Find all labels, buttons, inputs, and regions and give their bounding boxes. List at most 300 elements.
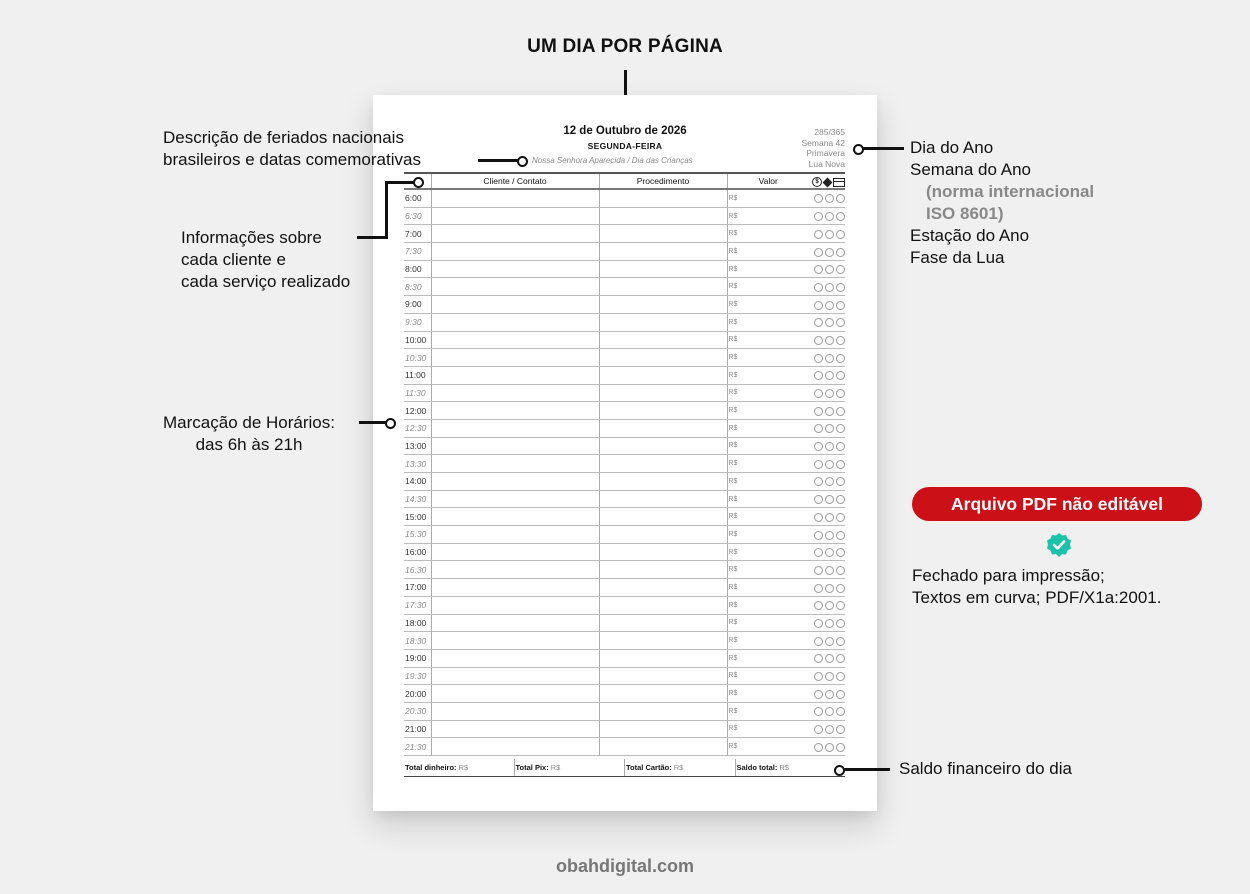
- client-cell[interactable]: [431, 543, 599, 561]
- card-checkbox[interactable]: [836, 672, 845, 681]
- client-cell[interactable]: [431, 207, 599, 225]
- total-cell[interactable]: [514, 759, 625, 776]
- pix-checkbox[interactable]: [825, 601, 834, 610]
- print-info-line1: Fechado para impressão;: [912, 566, 1105, 585]
- payment-checkboxes: [809, 296, 845, 314]
- client-cell[interactable]: [431, 490, 599, 508]
- time-slot: 21:00: [404, 720, 431, 738]
- meta-connector: [863, 147, 904, 150]
- pix-checkbox[interactable]: [825, 371, 834, 380]
- value-cell[interactable]: R$: [727, 278, 809, 296]
- client-cell[interactable]: [431, 738, 599, 756]
- card-checkbox[interactable]: [836, 601, 845, 610]
- card-icon: [833, 178, 845, 187]
- pix-checkbox[interactable]: [825, 690, 834, 699]
- procedure-cell[interactable]: [599, 685, 727, 703]
- client-cell[interactable]: [431, 349, 599, 367]
- total-currency: R$: [458, 763, 469, 772]
- pix-checkbox[interactable]: [825, 265, 834, 274]
- pix-checkbox[interactable]: [825, 654, 834, 663]
- procedure-cell[interactable]: [599, 437, 727, 455]
- procedure-cell[interactable]: [599, 561, 727, 579]
- cash-checkbox[interactable]: [814, 336, 823, 345]
- client-cell[interactable]: [431, 508, 599, 526]
- client-info-connector-v: [385, 181, 388, 239]
- value-cell[interactable]: R$: [727, 349, 809, 367]
- schedule-row: [404, 667, 845, 685]
- pix-checkbox[interactable]: [825, 707, 834, 716]
- client-cell[interactable]: [431, 596, 599, 614]
- payment-checkboxes: [809, 243, 845, 261]
- page-heading: UM DIA POR PÁGINA: [527, 36, 723, 57]
- value-cell[interactable]: R$: [727, 296, 809, 314]
- cash-checkbox[interactable]: [814, 690, 823, 699]
- payment-checkboxes: [809, 632, 845, 650]
- holidays-annotation-line1: Descrição de feriados nacionais: [163, 128, 404, 147]
- non-editable-pdf-badge: Arquivo PDF não editável: [912, 487, 1202, 521]
- totals-row: [404, 759, 845, 777]
- moon-phase: Lua Nova: [808, 158, 845, 169]
- cash-checkbox[interactable]: [814, 725, 823, 734]
- time-slot: 7:30: [404, 243, 431, 261]
- procedure-cell[interactable]: [599, 225, 727, 243]
- value-cell[interactable]: R$: [727, 189, 809, 207]
- pix-checkbox[interactable]: [825, 407, 834, 416]
- client-cell[interactable]: [431, 278, 599, 296]
- card-checkbox[interactable]: [836, 265, 845, 274]
- pix-checkbox[interactable]: [825, 212, 834, 221]
- payment-checkboxes: [809, 685, 845, 703]
- client-cell[interactable]: [431, 667, 599, 685]
- time-slot: 6:30: [404, 207, 431, 225]
- pix-checkbox[interactable]: [825, 194, 834, 203]
- client-cell[interactable]: [431, 437, 599, 455]
- card-checkbox[interactable]: [836, 230, 845, 239]
- schedule-annotation: [143, 412, 355, 456]
- planner-holiday: Nossa Senhora Aparecida / Dia das Crianças: [532, 156, 693, 165]
- payment-checkboxes: [809, 473, 845, 491]
- procedure-cell[interactable]: [599, 207, 727, 225]
- card-checkbox[interactable]: [836, 212, 845, 221]
- payment-checkboxes: [809, 667, 845, 685]
- client-cell[interactable]: [431, 632, 599, 650]
- client-cell[interactable]: [431, 313, 599, 331]
- client-cell[interactable]: [431, 614, 599, 632]
- schedule-row: [404, 649, 845, 667]
- schedule-annotation-line1: Marcação de Horários:: [163, 413, 335, 432]
- client-info-connector-h1: [357, 236, 387, 239]
- payment-checkboxes: [809, 419, 845, 437]
- time-slot: 10:30: [404, 349, 431, 367]
- schedule-row: [404, 596, 845, 614]
- schedule-annotation-line2: das 6h às 21h: [195, 435, 303, 454]
- value-cell[interactable]: R$: [727, 543, 809, 561]
- card-checkbox[interactable]: [836, 248, 845, 257]
- planner-date: 12 de Outubro de 2026: [563, 125, 687, 137]
- holidays-connector: [478, 159, 520, 162]
- payment-checkboxes: [809, 402, 845, 420]
- total-label: Total Cartão:: [626, 763, 672, 772]
- card-checkbox[interactable]: [836, 371, 845, 380]
- client-cell[interactable]: [431, 243, 599, 261]
- card-checkbox[interactable]: [836, 283, 845, 292]
- time-slot: 8:30: [404, 278, 431, 296]
- client-cell[interactable]: [431, 685, 599, 703]
- card-checkbox[interactable]: [836, 460, 845, 469]
- value-cell[interactable]: R$: [727, 702, 809, 720]
- procedure-cell[interactable]: [599, 579, 727, 597]
- pix-checkbox[interactable]: [825, 725, 834, 734]
- cash-checkbox[interactable]: [814, 637, 823, 646]
- schedule-row: [404, 685, 845, 703]
- procedure-cell[interactable]: [599, 189, 727, 207]
- pix-checkbox[interactable]: [825, 548, 834, 557]
- cash-checkbox[interactable]: [814, 531, 823, 540]
- pix-checkbox[interactable]: [825, 495, 834, 504]
- pix-checkbox[interactable]: [825, 230, 834, 239]
- payment-checkboxes: [809, 313, 845, 331]
- total-currency: R$: [673, 763, 684, 772]
- pix-checkbox[interactable]: [825, 566, 834, 575]
- cash-checkbox[interactable]: [814, 265, 823, 274]
- cash-checkbox[interactable]: [814, 212, 823, 221]
- card-checkbox[interactable]: [836, 690, 845, 699]
- value-cell[interactable]: R$: [727, 260, 809, 278]
- client-cell[interactable]: [431, 331, 599, 349]
- procedure-cell[interactable]: [599, 526, 727, 544]
- schedule-row: [404, 331, 845, 349]
- value-cell[interactable]: R$: [727, 419, 809, 437]
- cash-checkbox[interactable]: [814, 672, 823, 681]
- pix-checkbox[interactable]: [825, 513, 834, 522]
- schedule-row: [404, 579, 845, 597]
- procedure-cell[interactable]: [599, 667, 727, 685]
- procedure-cell[interactable]: [599, 313, 727, 331]
- footer-url[interactable]: obahdigital.com: [555, 856, 694, 876]
- time-slot: 14:30: [404, 490, 431, 508]
- card-checkbox[interactable]: [836, 495, 845, 504]
- cash-checkbox[interactable]: [814, 248, 823, 257]
- schedule-row: [404, 543, 845, 561]
- verified-check-icon: [1046, 532, 1072, 558]
- pix-checkbox[interactable]: [825, 442, 834, 451]
- schedule-row: [404, 419, 845, 437]
- payment-checkboxes: [809, 508, 845, 526]
- card-checkbox[interactable]: [836, 513, 845, 522]
- value-cell[interactable]: R$: [727, 243, 809, 261]
- value-cell[interactable]: R$: [727, 632, 809, 650]
- procedure-cell[interactable]: [599, 738, 727, 756]
- schedule-row: [404, 260, 845, 278]
- pix-checkbox[interactable]: [825, 283, 834, 292]
- schedule-row: [404, 313, 845, 331]
- cash-checkbox[interactable]: [814, 584, 823, 593]
- pix-checkbox[interactable]: [825, 477, 834, 486]
- procedure-cell[interactable]: [599, 349, 727, 367]
- procedure-cell[interactable]: [599, 296, 727, 314]
- procedure-cell[interactable]: [599, 402, 727, 420]
- pix-checkbox[interactable]: [825, 460, 834, 469]
- time-slot: 18:30: [404, 632, 431, 650]
- value-cell[interactable]: R$: [727, 455, 809, 473]
- card-checkbox[interactable]: [836, 318, 845, 327]
- pix-checkbox[interactable]: [825, 584, 834, 593]
- client-cell[interactable]: [431, 561, 599, 579]
- client-cell[interactable]: [431, 225, 599, 243]
- card-checkbox[interactable]: [836, 407, 845, 416]
- time-slot: 9:00: [404, 296, 431, 314]
- total-label: Total Pix:: [515, 763, 549, 772]
- value-cell[interactable]: R$: [727, 331, 809, 349]
- schedule-row: [404, 225, 845, 243]
- total-cell[interactable]: [735, 759, 846, 776]
- card-checkbox[interactable]: [836, 743, 845, 752]
- total-label: Total dinheiro:: [405, 763, 457, 772]
- cash-checkbox[interactable]: [814, 230, 823, 239]
- pix-checkbox[interactable]: [825, 743, 834, 752]
- time-slot: 16:00: [404, 543, 431, 561]
- value-cell[interactable]: R$: [727, 207, 809, 225]
- procedure-cell[interactable]: [599, 473, 727, 491]
- value-cell[interactable]: R$: [727, 473, 809, 491]
- value-cell[interactable]: R$: [727, 366, 809, 384]
- value-cell[interactable]: R$: [727, 508, 809, 526]
- meta-moon: Fase da Lua: [910, 248, 1005, 267]
- client-cell[interactable]: [431, 384, 599, 402]
- value-cell[interactable]: R$: [727, 738, 809, 756]
- payment-checkboxes: [809, 649, 845, 667]
- client-cell[interactable]: [431, 579, 599, 597]
- procedure-cell[interactable]: [599, 243, 727, 261]
- cash-checkbox[interactable]: [814, 407, 823, 416]
- time-slot: 13:30: [404, 455, 431, 473]
- card-checkbox[interactable]: [836, 619, 845, 628]
- cash-checkbox[interactable]: [814, 654, 823, 663]
- payment-checkboxes: [809, 278, 845, 296]
- payment-checkboxes: [809, 189, 845, 207]
- planner-weekday: SEGUNDA-FEIRA: [587, 141, 663, 151]
- payment-checkboxes: [809, 596, 845, 614]
- pix-checkbox[interactable]: [825, 637, 834, 646]
- time-slot: 16:30: [404, 561, 431, 579]
- day-of-year: 285/365: [814, 127, 845, 137]
- pix-checkbox[interactable]: [825, 619, 834, 628]
- procedure-cell[interactable]: [599, 614, 727, 632]
- value-cell[interactable]: R$: [727, 225, 809, 243]
- week-number: Semana 42: [801, 137, 845, 148]
- card-checkbox[interactable]: [836, 301, 845, 310]
- card-checkbox[interactable]: [836, 477, 845, 486]
- procedure-cell[interactable]: [599, 331, 727, 349]
- client-info-line1: Informações sobre: [181, 228, 322, 247]
- procedure-cell[interactable]: [599, 720, 727, 738]
- balance-annotation: Saldo financeiro do dia: [899, 759, 1072, 778]
- pix-icon: [823, 177, 833, 187]
- cash-checkbox[interactable]: [814, 566, 823, 575]
- payment-checkboxes: [809, 384, 845, 402]
- procedure-cell[interactable]: [599, 260, 727, 278]
- card-checkbox[interactable]: [836, 584, 845, 593]
- cash-checkbox[interactable]: [814, 601, 823, 610]
- client-cell[interactable]: [431, 419, 599, 437]
- total-currency: R$: [779, 763, 789, 772]
- procedure-cell[interactable]: [599, 649, 727, 667]
- procedure-cell[interactable]: [599, 384, 727, 402]
- schedule-row: [404, 402, 845, 420]
- time-slot: 11:00: [404, 366, 431, 384]
- cash-checkbox[interactable]: [814, 548, 823, 557]
- time-slot: 10:00: [404, 331, 431, 349]
- schedule-header: [404, 173, 845, 189]
- cash-checkbox[interactable]: [814, 371, 823, 380]
- time-slot: 11:30: [404, 384, 431, 402]
- procedure-cell[interactable]: [599, 508, 727, 526]
- procedure-cell[interactable]: [599, 419, 727, 437]
- pix-checkbox[interactable]: [825, 248, 834, 257]
- payment-checkboxes: [809, 579, 845, 597]
- meta-season: Estação do Ano: [910, 226, 1030, 245]
- value-cell[interactable]: R$: [727, 667, 809, 685]
- client-cell[interactable]: [431, 296, 599, 314]
- payment-checkboxes: [809, 543, 845, 561]
- holidays-annotation: [163, 127, 421, 171]
- cash-checkbox[interactable]: [814, 442, 823, 451]
- schedule-row: [404, 720, 845, 738]
- procedure-cell[interactable]: [599, 490, 727, 508]
- payment-checkboxes: [809, 260, 845, 278]
- card-checkbox[interactable]: [836, 566, 845, 575]
- schedule-row: [404, 473, 845, 491]
- value-cell[interactable]: R$: [727, 649, 809, 667]
- planner-meta: [802, 127, 845, 169]
- card-checkbox[interactable]: [836, 548, 845, 557]
- time-slot: 18:00: [404, 614, 431, 632]
- pix-checkbox[interactable]: [825, 354, 834, 363]
- time-slot: 9:30: [404, 313, 431, 331]
- card-checkbox[interactable]: [836, 336, 845, 345]
- value-cell[interactable]: R$: [727, 614, 809, 632]
- procedure-cell[interactable]: [599, 596, 727, 614]
- pix-checkbox[interactable]: [825, 672, 834, 681]
- schedule-row: [404, 614, 845, 632]
- cash-checkbox[interactable]: [814, 619, 823, 628]
- value-cell[interactable]: R$: [727, 490, 809, 508]
- pix-checkbox[interactable]: [825, 336, 834, 345]
- client-cell[interactable]: [431, 720, 599, 738]
- value-cell[interactable]: R$: [727, 402, 809, 420]
- client-cell[interactable]: [431, 402, 599, 420]
- card-checkbox[interactable]: [836, 389, 845, 398]
- card-checkbox[interactable]: [836, 354, 845, 363]
- client-cell[interactable]: [431, 260, 599, 278]
- cash-checkbox[interactable]: [814, 495, 823, 504]
- schedule-row: [404, 702, 845, 720]
- card-checkbox[interactable]: [836, 194, 845, 203]
- pix-checkbox[interactable]: [825, 318, 834, 327]
- value-cell[interactable]: R$: [727, 561, 809, 579]
- cash-checkbox[interactable]: [814, 513, 823, 522]
- client-cell[interactable]: [431, 473, 599, 491]
- cash-checkbox[interactable]: [814, 743, 823, 752]
- time-slot: 20:30: [404, 702, 431, 720]
- value-cell[interactable]: R$: [727, 720, 809, 738]
- schedule-row: [404, 278, 845, 296]
- cash-checkbox[interactable]: [814, 354, 823, 363]
- procedure-cell[interactable]: [599, 455, 727, 473]
- schedule-row: [404, 207, 845, 225]
- meta-day-of-year: Dia do Ano: [910, 138, 994, 157]
- card-checkbox[interactable]: [836, 654, 845, 663]
- procedure-cell[interactable]: [599, 632, 727, 650]
- cash-checkbox[interactable]: [814, 283, 823, 292]
- procedure-cell[interactable]: [599, 366, 727, 384]
- time-slot: 12:30: [404, 419, 431, 437]
- cash-checkbox[interactable]: [814, 301, 823, 310]
- card-checkbox[interactable]: [836, 424, 845, 433]
- schedule-row: [404, 490, 845, 508]
- time-slot: 15:30: [404, 526, 431, 544]
- client-info-connector-h2: [385, 181, 415, 184]
- value-cell[interactable]: R$: [727, 384, 809, 402]
- card-checkbox[interactable]: [836, 707, 845, 716]
- client-cell[interactable]: [431, 455, 599, 473]
- value-cell[interactable]: R$: [727, 313, 809, 331]
- client-cell[interactable]: [431, 526, 599, 544]
- value-cell[interactable]: R$: [727, 596, 809, 614]
- value-cell[interactable]: R$: [727, 437, 809, 455]
- card-checkbox[interactable]: [836, 637, 845, 646]
- card-checkbox[interactable]: [836, 725, 845, 734]
- cash-checkbox[interactable]: [814, 460, 823, 469]
- cash-checkbox[interactable]: [814, 424, 823, 433]
- client-cell[interactable]: [431, 189, 599, 207]
- schedule-row: [404, 561, 845, 579]
- planner-page: [373, 95, 877, 811]
- procedure-cell[interactable]: [599, 702, 727, 720]
- client-info-connector-dot: [413, 177, 424, 188]
- value-cell[interactable]: R$: [727, 685, 809, 703]
- schedule-row: [404, 508, 845, 526]
- procedure-cell[interactable]: [599, 543, 727, 561]
- pix-checkbox[interactable]: [825, 389, 834, 398]
- client-cell[interactable]: [431, 366, 599, 384]
- time-slot: 12:00: [404, 402, 431, 420]
- total-cell[interactable]: [404, 759, 514, 776]
- schedule-connector-dot: [385, 418, 396, 429]
- cash-checkbox[interactable]: [814, 194, 823, 203]
- cash-checkbox[interactable]: [814, 477, 823, 486]
- client-cell[interactable]: [431, 649, 599, 667]
- season: Primavera: [806, 148, 845, 158]
- cash-checkbox[interactable]: [814, 707, 823, 716]
- value-cell[interactable]: R$: [727, 526, 809, 544]
- cash-checkbox[interactable]: [814, 389, 823, 398]
- total-cell[interactable]: [624, 759, 735, 776]
- card-checkbox[interactable]: [836, 531, 845, 540]
- procedure-cell[interactable]: [599, 278, 727, 296]
- value-cell[interactable]: R$: [727, 579, 809, 597]
- payment-checkboxes: [809, 455, 845, 473]
- card-checkbox[interactable]: [836, 442, 845, 451]
- cash-checkbox[interactable]: [814, 318, 823, 327]
- time-slot: 8:00: [404, 260, 431, 278]
- schedule-row: [404, 366, 845, 384]
- payment-checkboxes: [809, 331, 845, 349]
- pix-checkbox[interactable]: [825, 424, 834, 433]
- pix-checkbox[interactable]: [825, 301, 834, 310]
- pix-checkbox[interactable]: [825, 531, 834, 540]
- client-cell[interactable]: [431, 702, 599, 720]
